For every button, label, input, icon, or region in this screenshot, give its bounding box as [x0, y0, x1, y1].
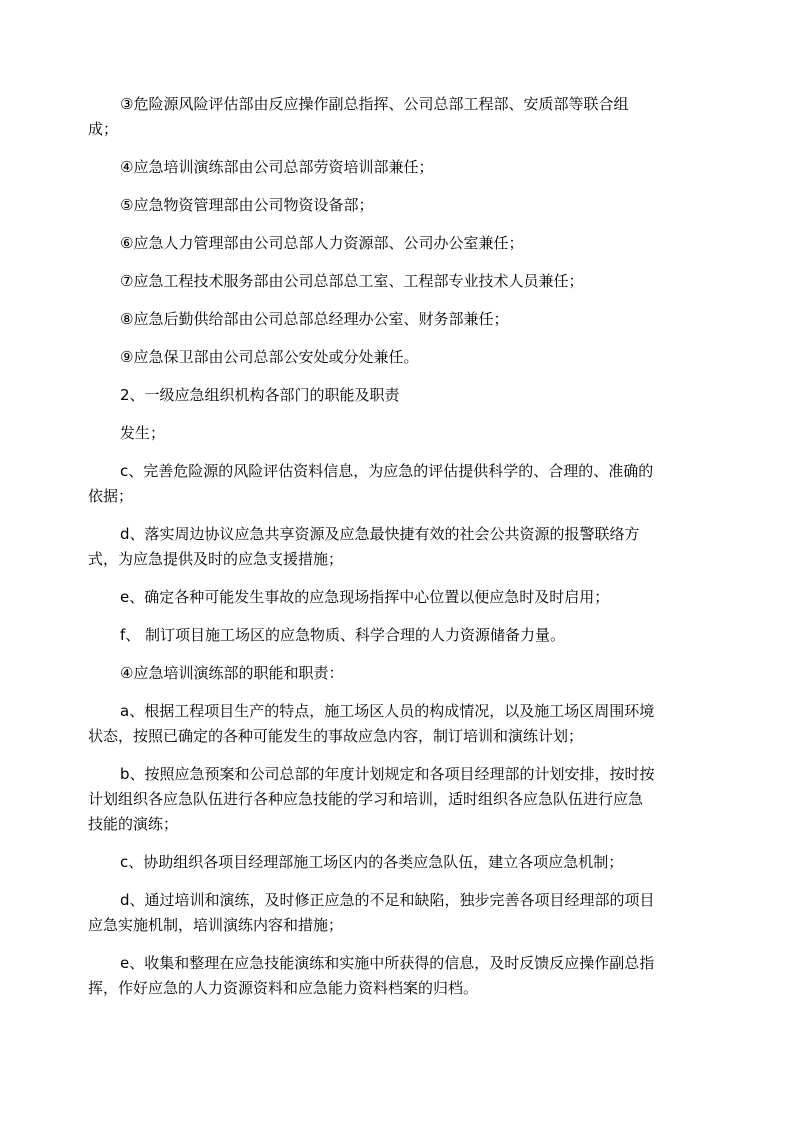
paragraph-19-line-1: e、收集和整理在应急技能演练和实施中所获得的信息，及时反馈反应操作副总指 — [120, 954, 655, 972]
paragraph-10 — [88, 459, 700, 509]
paragraph-2-line-1: ④应急培训演练部由公司总部劳资培训部兼任； — [120, 158, 434, 176]
paragraph-14-line-1: ④应急培训演练部的职能和职责： — [120, 664, 344, 682]
paragraph-10-line-2: 依据； — [88, 487, 134, 505]
paragraph-11 — [88, 522, 700, 572]
paragraph-13-line-1: f、 制订项目施工场区的应急物质、科学合理的人力资源储备力量。 — [120, 626, 566, 644]
paragraph-6-line-1: ⑧应急后勤供给部由公司总部总经理办公室、财务部兼任； — [120, 310, 509, 328]
paragraph-16 — [88, 762, 700, 837]
paragraph-3 — [120, 193, 700, 218]
paragraph-5-line-1: ⑦应急工程技术服务部由公司总部总工室、工程部专业技术人员兼任； — [120, 272, 584, 290]
paragraph-8 — [120, 383, 700, 408]
paragraph-11-line-1: d、落实周边协议应急共享资源及应急最快捷有效的社会公共资源的报警联络方 — [120, 525, 640, 543]
paragraph-9 — [120, 421, 700, 446]
paragraph-18-line-1: d、通过培训和演练，及时修正应急的不足和缺陷，独步完善各项目经理部的项目 — [120, 891, 655, 909]
paragraph-7 — [120, 345, 700, 370]
paragraph-12 — [120, 585, 700, 610]
paragraph-1-line-1: ③危险源风险评估部由反应操作副总指挥、公司总部工程部、安质部等联合组 — [120, 95, 629, 113]
paragraph-4-line-1: ⑥应急人力管理部由公司总部人力资源部、公司办公室兼任； — [120, 234, 524, 252]
paragraph-15 — [88, 699, 700, 749]
paragraph-13 — [120, 623, 700, 648]
paragraph-19-line-2: 挥，作好应急的人力资源资料和应急能力资料档案的归档。 — [88, 979, 479, 997]
paragraph-1-line-2: 成； — [88, 120, 119, 138]
document-body — [88, 92, 700, 1014]
paragraph-15-line-1: a、根据工程项目生产的特点，施工场区人员的构成情况，以及施工场区周围环境 — [120, 702, 655, 720]
paragraph-9-line-1: 发生； — [120, 424, 166, 442]
paragraph-2 — [120, 155, 700, 180]
paragraph-11-line-2: 式，为应急提供及时的应急支援措施； — [88, 550, 344, 568]
paragraph-16-line-2: 计划组织各应急队伍进行各种应急技能的学习和培训，适时组织各应急队伍进行应急 — [88, 790, 644, 808]
paragraph-8-line-1: 2、一级应急组织机构各部门的职能及职责 — [120, 386, 400, 404]
paragraph-1 — [88, 92, 700, 142]
paragraph-14 — [120, 661, 700, 686]
paragraph-19 — [88, 951, 700, 1001]
paragraph-6 — [120, 307, 700, 332]
paragraph-15-line-2: 状态，按照已确定的各种可能发生的事故应急内容，制订培训和演练计划； — [88, 727, 584, 745]
paragraph-17-line-1: c、协助组织各项目经理部施工场区内的各类应急队伍，建立各项应急机制； — [120, 853, 624, 871]
paragraph-16-line-3: 技能的演练； — [88, 815, 179, 833]
paragraph-16-line-1: b、按照应急预案和公司总部的年度计划规定和各项目经理部的计划安排，按时按 — [120, 765, 655, 783]
paragraph-4 — [120, 231, 700, 256]
paragraph-3-line-1: ⑤应急物资管理部由公司物资设备部； — [120, 196, 374, 214]
paragraph-17 — [120, 850, 700, 875]
paragraph-7-line-1: ⑨应急保卫部由公司总部公安处或分处兼任。 — [120, 348, 419, 366]
paragraph-12-line-1: e、确定各种可能发生事故的应急现场指挥中心位置以便应急时及时启用； — [120, 588, 610, 606]
paragraph-5 — [120, 269, 700, 294]
paragraph-18-line-2: 应急实施机制，培训演练内容和措施； — [88, 916, 344, 934]
paragraph-18 — [88, 888, 700, 938]
paragraph-10-line-1: c、完善危险源的风险评估资料信息，为应急的评估提供科学的、合理的、准确的 — [120, 462, 654, 480]
